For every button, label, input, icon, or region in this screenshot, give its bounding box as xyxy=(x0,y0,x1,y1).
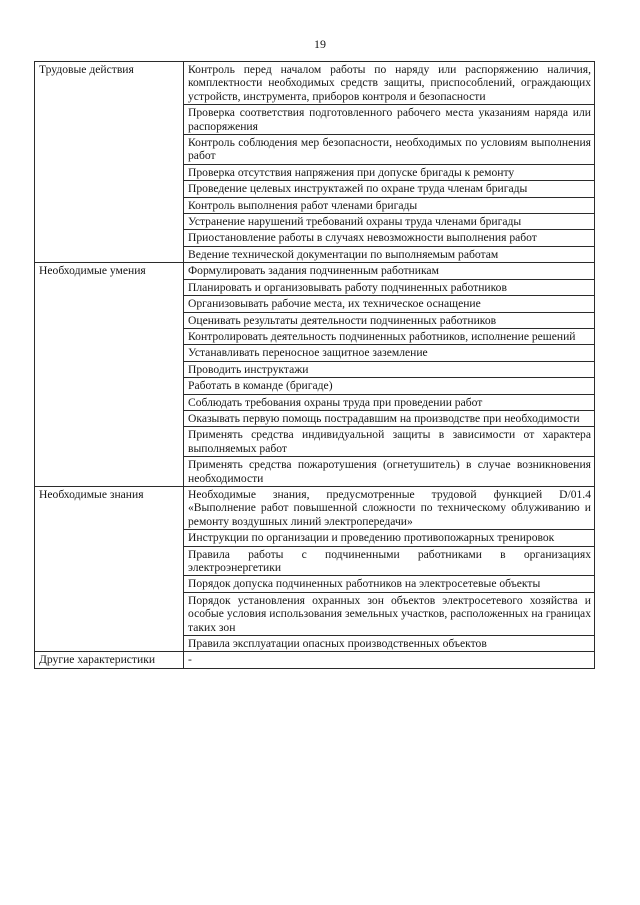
section-item: Работать в команде (бригаде) xyxy=(184,378,595,394)
section-item: Планировать и организовывать работу подчиненных работников xyxy=(184,279,595,295)
section-item: Правила работы с подчиненными работниками в организациях электроэнергетики xyxy=(184,546,595,576)
labor-functions-table xyxy=(34,61,595,669)
section-item: Порядок установления охранных зон объектов электросетевого хозяйства и особые условия использования земельных участков, расположенных на границах таких зон xyxy=(184,592,595,635)
table-row xyxy=(35,263,595,279)
section-item: Оценивать результаты деятельности подчиненных работников xyxy=(184,312,595,328)
section-item: Инструкции по организации и проведению противопожарных тренировок xyxy=(184,530,595,546)
section-item: Проводить инструктажи xyxy=(184,361,595,377)
section-item: - xyxy=(184,652,595,668)
section-item: Оказывать первую помощь пострадавшим на производстве при необходимости xyxy=(184,410,595,426)
section-item: Контроль перед началом работы по наряду или распоряжению наличия, комплектности необходимых средств защиты, приспособлений, ограждающих устройств, инструмента, приборов контроля и безопасности xyxy=(184,62,595,105)
section-label: Другие характеристики xyxy=(35,652,184,668)
section-item: Соблюдать требования охраны труда при проведении работ xyxy=(184,394,595,410)
section-label: Трудовые действия xyxy=(35,62,184,263)
section-label: Необходимые знания xyxy=(35,486,184,651)
section-item: Проверка соответствия подготовленного рабочего места указаниям наряда или распоряжения xyxy=(184,105,595,135)
section-item: Контролировать деятельность подчиненных работников, исполнение решений xyxy=(184,328,595,344)
section-item: Формулировать задания подчиненным работникам xyxy=(184,263,595,279)
table-row xyxy=(35,652,595,668)
table-body xyxy=(35,62,595,669)
section-item: Проверка отсутствия напряжения при допуске бригады к ремонту xyxy=(184,164,595,180)
table-row xyxy=(35,62,595,105)
section-item: Необходимые знания, предусмотренные трудовой функцией D/01.4 «Выполнение работ повышенной сложности по техническому облуживанию и ремонту воздушных линий электропередачи» xyxy=(184,486,595,529)
section-item: Ведение технической документации по выполняемым работам xyxy=(184,246,595,262)
section-item: Применять средства индивидуальной защиты в зависимости от характера выполняемых работ xyxy=(184,427,595,457)
section-item: Проведение целевых инструктажей по охране труда членам бригады xyxy=(184,181,595,197)
table-row xyxy=(35,486,595,529)
section-item: Контроль соблюдения мер безопасности, необходимых по условиям выполнения работ xyxy=(184,135,595,165)
section-item: Устранение нарушений требований охраны труда членами бригады xyxy=(184,214,595,230)
section-item: Контроль выполнения работ членами бригады xyxy=(184,197,595,213)
section-item: Организовывать рабочие места, их техническое оснащение xyxy=(184,296,595,312)
page-number: 19 xyxy=(314,37,326,51)
section-item: Устанавливать переносное защитное заземление xyxy=(184,345,595,361)
section-item: Применять средства пожаротушения (огнетушитель) в случае возникновения необходимости xyxy=(184,457,595,487)
section-item: Порядок допуска подчиненных работников на электросетевые объекты xyxy=(184,576,595,592)
section-item: Правила эксплуатации опасных производственных объектов xyxy=(184,636,595,652)
section-item: Приостановление работы в случаях невозможности выполнения работ xyxy=(184,230,595,246)
section-label: Необходимые умения xyxy=(35,263,184,487)
